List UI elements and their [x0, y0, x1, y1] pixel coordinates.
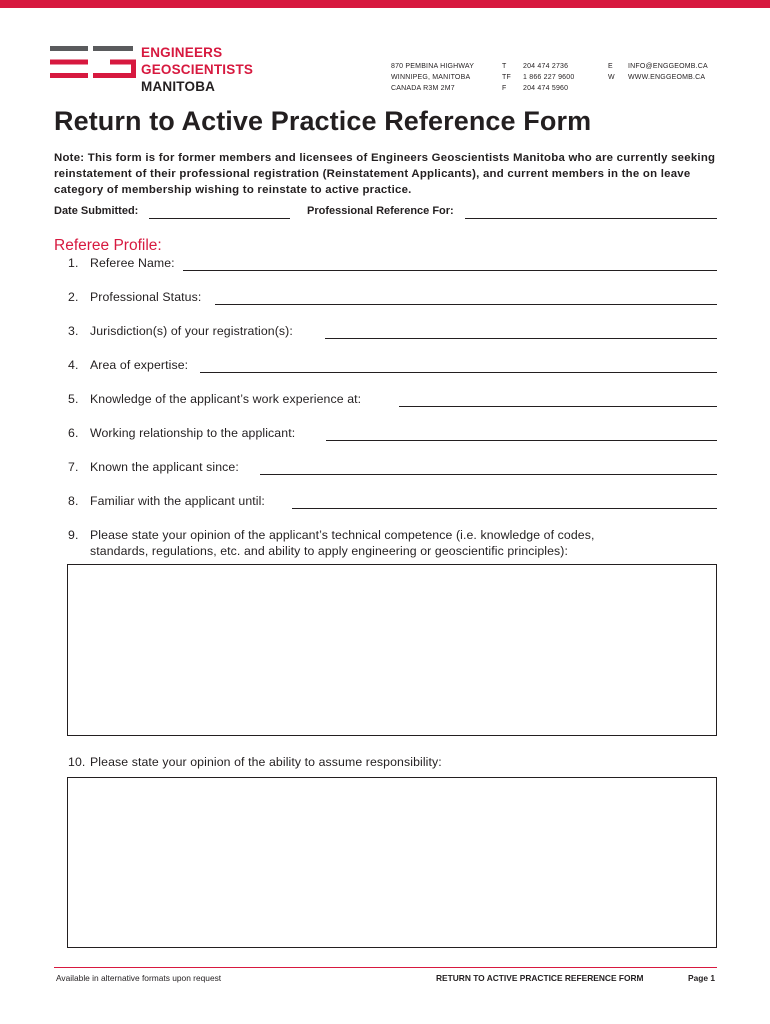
- website-link[interactable]: WWW.ENGGEOMB.CA: [628, 74, 706, 82]
- footer-divider: [54, 967, 717, 968]
- question-label: Referee Name:: [90, 256, 175, 270]
- question-known-since: [68, 460, 239, 474]
- contact-address: [391, 61, 474, 95]
- logo-wordmark: [141, 44, 253, 95]
- reference-for-field[interactable]: [465, 218, 717, 219]
- question-familiar-until: [68, 494, 265, 508]
- area-of-expertise-field[interactable]: [200, 372, 717, 373]
- question-number: 7.: [68, 460, 79, 474]
- working-relationship-field[interactable]: [326, 440, 717, 441]
- question-professional-status: [68, 290, 201, 304]
- email-link[interactable]: INFO@ENGGEOMB.CA: [628, 63, 708, 70]
- contact-web-values: [628, 61, 708, 83]
- phone-label: F: [502, 85, 507, 93]
- question-number: 3.: [68, 324, 79, 338]
- question-label: Working relationship to the applicant:: [90, 426, 296, 440]
- question-label: Area of expertise:: [90, 358, 189, 372]
- known-since-field[interactable]: [260, 474, 717, 475]
- technical-competence-textarea[interactable]: [67, 564, 717, 736]
- organization-logo: [50, 44, 270, 94]
- question-technical-competence: [68, 527, 708, 559]
- question-number: 1.: [68, 256, 79, 270]
- question-number: 6.: [68, 426, 79, 440]
- referee-profile-heading: Referee Profile:: [54, 237, 162, 254]
- phone-label: T: [502, 63, 507, 70]
- contact-web-labels: [608, 61, 615, 83]
- question-label: Jurisdiction(s) of your registration(s):: [90, 324, 293, 338]
- phone-label: TF: [502, 74, 511, 82]
- eg-logo-mark-icon: [50, 46, 136, 78]
- question-number: 8.: [68, 494, 79, 508]
- logo-line-3: MANITOBA: [141, 79, 216, 94]
- question-number: 5.: [68, 392, 79, 406]
- responsibility-textarea[interactable]: [67, 777, 717, 948]
- professional-status-field[interactable]: [215, 304, 717, 305]
- question-label-line-2: standards, regulations, etc. and ability to apply engineering or geoscientific principles):: [90, 544, 569, 558]
- question-working-relationship: [68, 426, 295, 440]
- reference-for-label: Professional Reference For:: [307, 205, 454, 217]
- question-number: 9.: [68, 528, 79, 542]
- question-number: 10.: [68, 755, 86, 769]
- logo-line-1: ENGINEERS: [141, 45, 223, 60]
- date-submitted-field[interactable]: [149, 218, 290, 219]
- question-number: 2.: [68, 290, 79, 304]
- question-area-of-expertise: [68, 358, 188, 372]
- web-label: W: [608, 74, 615, 82]
- address-line: WINNIPEG, MANITOBA: [391, 74, 471, 82]
- date-submitted-label: Date Submitted:: [54, 205, 139, 217]
- work-experience-field[interactable]: [399, 406, 717, 407]
- address-line: 870 PEMBINA HIGHWAY: [391, 63, 475, 70]
- question-jurisdiction: [68, 324, 293, 338]
- question-work-experience: [68, 392, 361, 406]
- web-label: E: [608, 63, 613, 70]
- familiar-until-field[interactable]: [292, 508, 717, 509]
- contact-phone-values: [523, 61, 574, 95]
- phone-value: 204 474 5960: [523, 85, 569, 93]
- question-responsibility: [68, 755, 442, 769]
- form-title: Return to Active Practice Reference Form: [54, 106, 592, 136]
- footer-page-number: Page 1: [688, 973, 716, 983]
- top-accent-bar: [0, 0, 770, 8]
- phone-value: 1 866 227 9600: [523, 74, 575, 82]
- phone-value: 204 474 2736: [523, 63, 569, 70]
- question-label-line-1: Please state your opinion of the applicant’s technical competence (i.e. knowledge of codes,: [90, 528, 595, 542]
- question-label: Knowledge of the applicant’s work experience at:: [90, 392, 362, 406]
- jurisdiction-field[interactable]: [325, 338, 717, 339]
- question-label: Professional Status:: [90, 290, 202, 304]
- footer-form-name: RETURN TO ACTIVE PRACTICE REFERENCE FORM: [436, 973, 644, 983]
- question-label: Known the applicant since:: [90, 460, 239, 474]
- contact-phone-labels: [502, 61, 511, 95]
- question-label: Familiar with the applicant until:: [90, 494, 265, 508]
- referee-name-field[interactable]: [183, 270, 717, 271]
- form-note: Note: This form is for former members and licensees of Engineers Geoscientists Manitoba who are currently seeking reinstatement of their professional registration (Reinstatement Applicants), and current members in the on leave category of membership wishing to reinstate to active practice.: [54, 152, 716, 196]
- question-referee-name: [68, 256, 175, 270]
- footer-alt-formats: Available in alternative formats upon request: [56, 973, 222, 983]
- logo-line-2: GEOSCIENTISTS: [141, 62, 254, 77]
- question-number: 4.: [68, 358, 79, 372]
- address-line: CANADA R3M 2M7: [391, 85, 455, 93]
- question-label: Please state your opinion of the ability to assume responsibility:: [90, 755, 442, 769]
